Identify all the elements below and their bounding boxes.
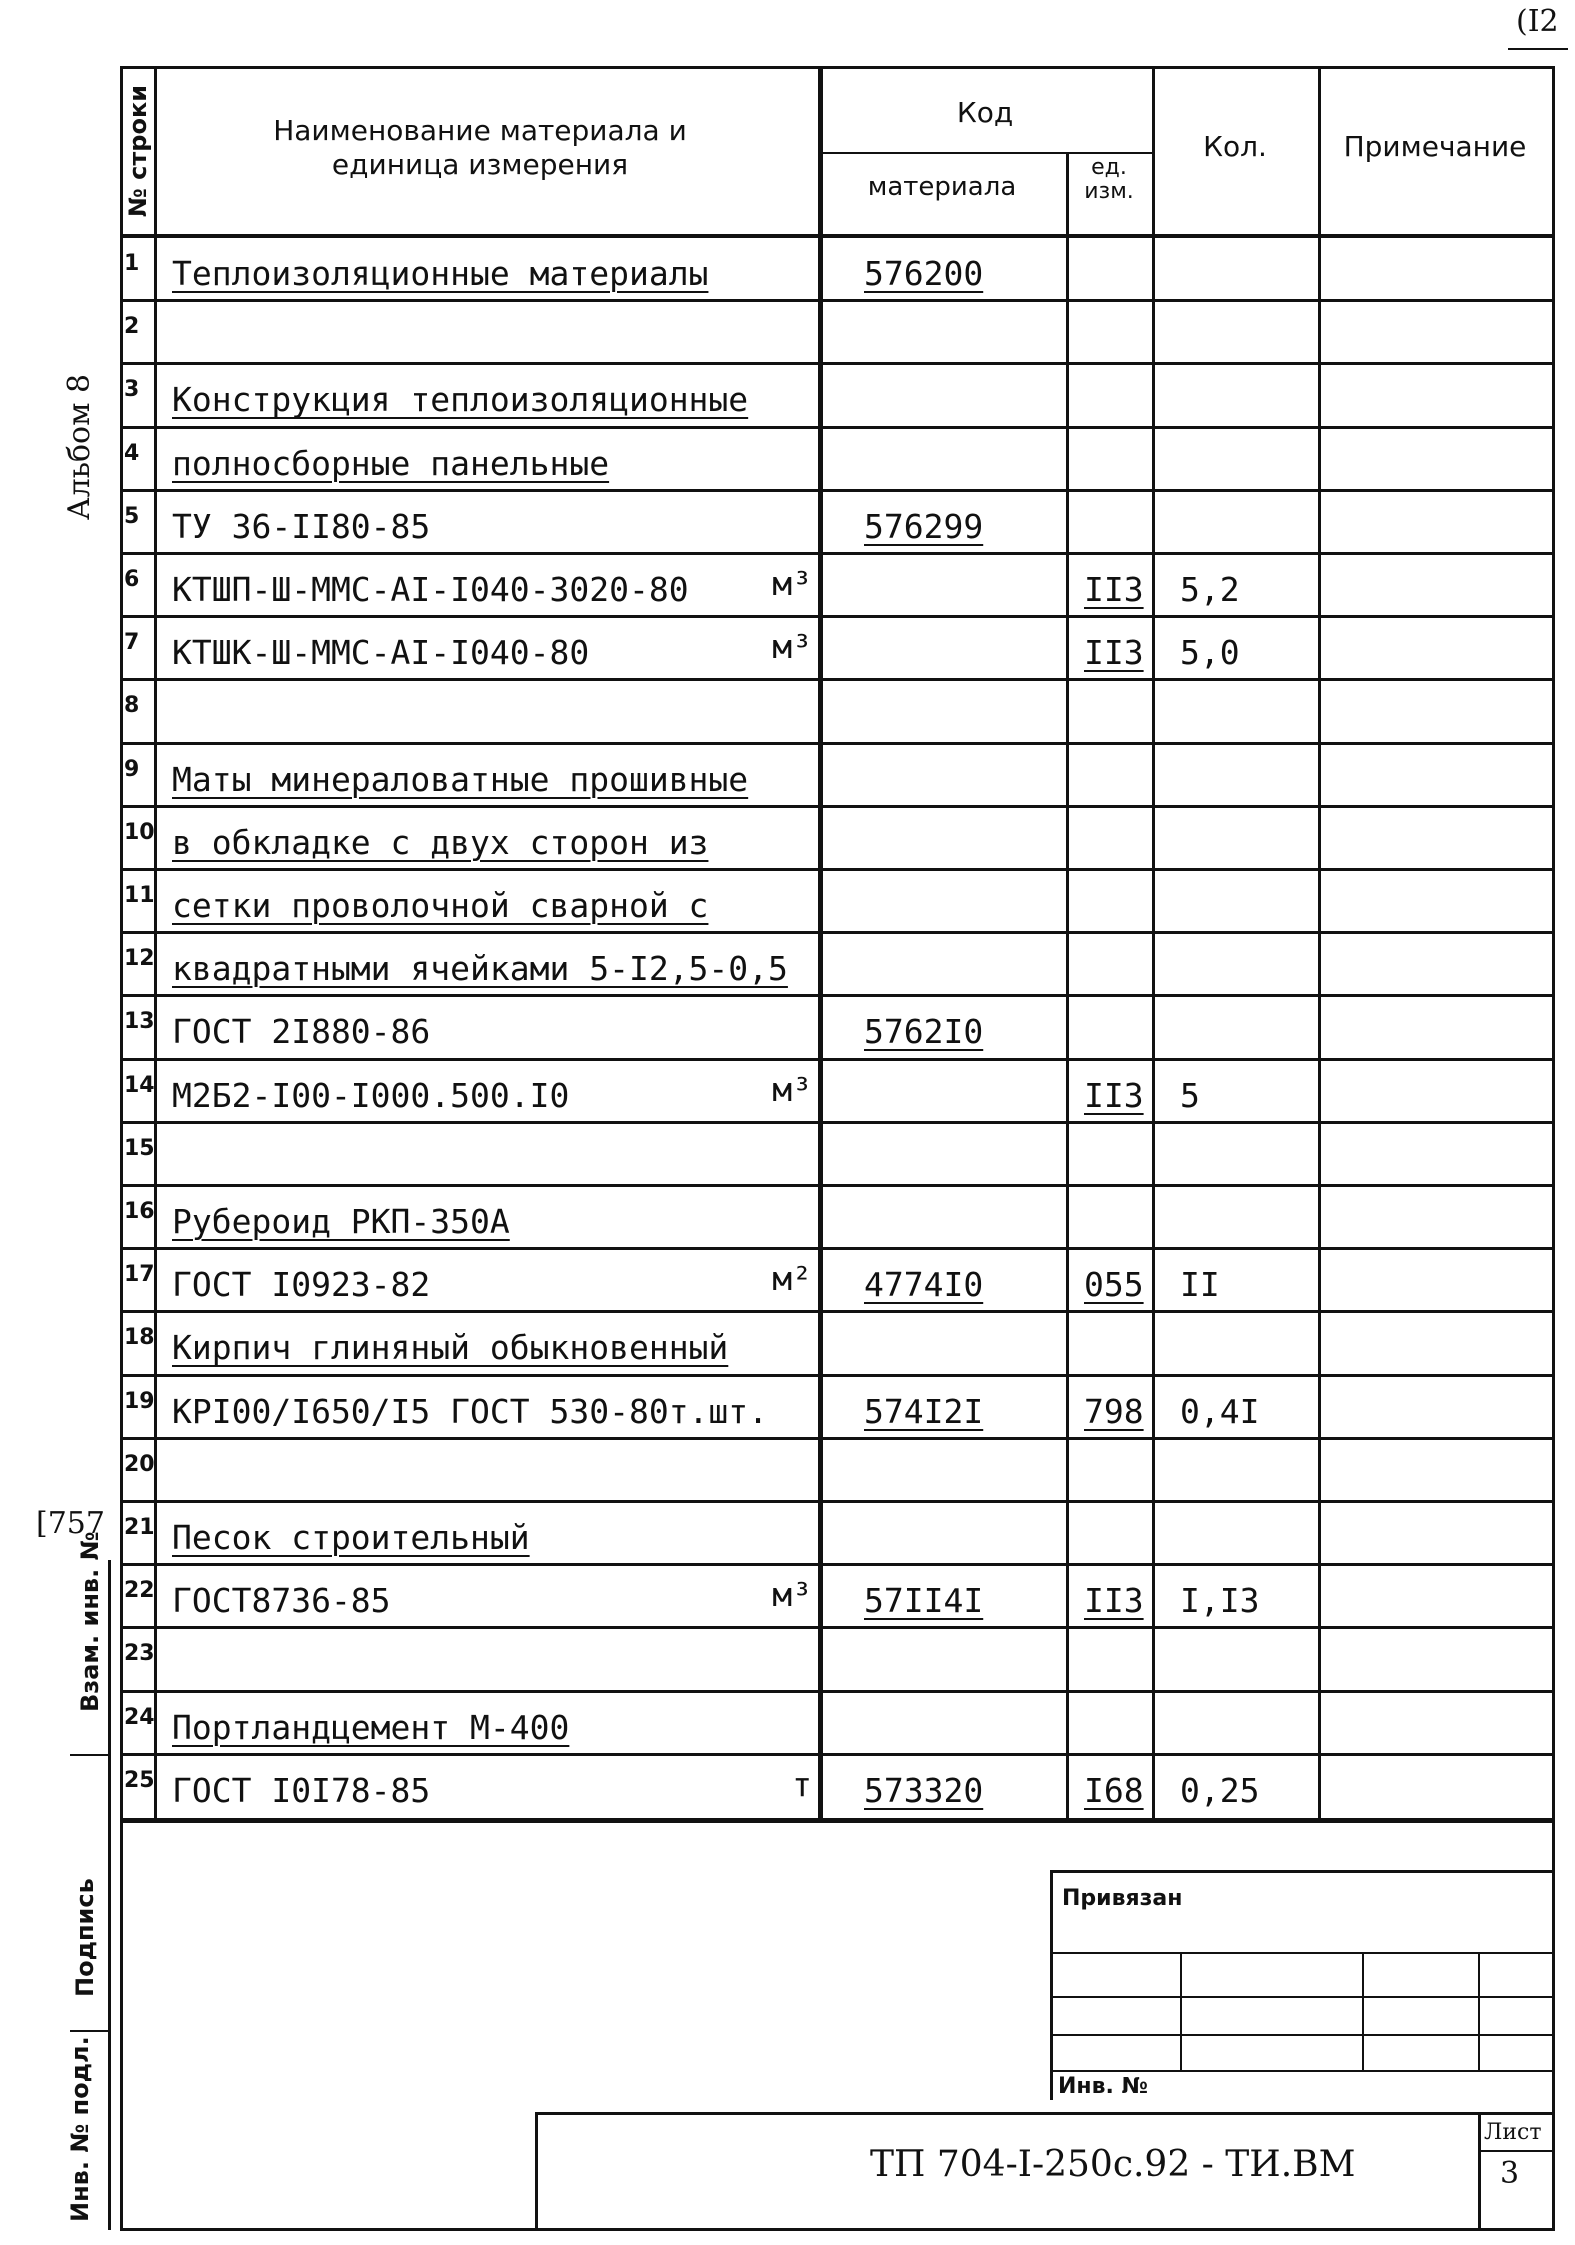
row-code-material: 576299 (864, 506, 984, 546)
header-code: Код (956, 96, 1014, 129)
row-number: 8 (124, 693, 140, 719)
document-code: ТП 704-I-250с.92 - ТИ.ВМ (870, 2144, 1356, 2185)
row-divider (120, 1753, 1555, 1756)
header-note: Примечание (1343, 130, 1527, 163)
row-divider (120, 1058, 1555, 1061)
row-code-unit: II3 (1084, 633, 1144, 673)
row-code-unit: II3 (1084, 1581, 1144, 1621)
row-name: ГОСТ8736-85 (172, 1581, 391, 1621)
row-number: 20 (124, 1451, 155, 1477)
row-number: 23 (124, 1641, 155, 1667)
row-number: 4 (124, 440, 140, 466)
side-strip-rule (70, 2030, 110, 2032)
row-code-material: 573320 (864, 1770, 984, 1810)
row-code-unit: I68 (1084, 1770, 1144, 1810)
row-divider (120, 1437, 1555, 1440)
row-unit: м² (772, 1259, 812, 1299)
header-bottom-border (120, 234, 1555, 238)
row-name: полносборные панельные (172, 443, 610, 483)
row-qty: I,I3 (1180, 1581, 1260, 1621)
row-name: КТШК-Ш-ММС-АI-I040-80 (172, 633, 590, 673)
corner-rule (1508, 48, 1568, 50)
header-code-material: материала (867, 172, 1017, 202)
row-divider (120, 742, 1555, 745)
row-number: 17 (124, 1262, 155, 1288)
sheet-number: 3 (1500, 2156, 1520, 2191)
stamp-col (1180, 1952, 1182, 2070)
row-number: 2 (124, 314, 140, 340)
row-qty: 5 (1180, 1075, 1200, 1115)
row-number: 15 (124, 1135, 155, 1161)
row-name: Кирпич глиняный обыкновенный (172, 1328, 729, 1368)
row-code-material: 574I2I (864, 1391, 984, 1431)
row-number: 5 (124, 503, 140, 529)
row-name: Песок строительный (172, 1518, 530, 1557)
row-divider (120, 994, 1555, 997)
row-code-unit: 055 (1084, 1265, 1144, 1305)
row-divider (120, 1626, 1555, 1629)
row-name: ТУ 36-II80-85 (172, 506, 431, 546)
inv-no-label: Инв. № (1058, 2074, 1149, 2099)
row-number: 13 (124, 1009, 155, 1035)
col-name-border (818, 66, 823, 1818)
stamp-col (1362, 1952, 1364, 2070)
row-qty: 0,4I (1180, 1391, 1260, 1431)
row-qty: II (1180, 1265, 1220, 1305)
side-strip-line (108, 1560, 111, 2230)
row-name: в обкладке с двух сторон из (172, 822, 709, 862)
row-number: 6 (124, 567, 140, 592)
row-number: 16 (124, 1199, 155, 1224)
row-name: Конструкция теплоизоляционные (172, 380, 749, 420)
row-number: 7 (124, 630, 140, 656)
row-unit: м³ (772, 564, 812, 603)
side-strip-rule (70, 1754, 110, 1756)
row-name: КРI00/I650/I5 ГОСТ 530-80т.шт. (172, 1391, 769, 1431)
row-divider (120, 1563, 1555, 1566)
row-code-unit: II3 (1084, 570, 1144, 609)
row-qty: 5,0 (1180, 633, 1240, 673)
row-divider (120, 805, 1555, 808)
row-unit: м³ (772, 1069, 812, 1109)
table-left-border (120, 66, 123, 2230)
row-number: 10 (124, 819, 155, 845)
row-divider (120, 1500, 1555, 1503)
sheet-label: Лист (1484, 2120, 1542, 2145)
row-number: 22 (124, 1578, 155, 1604)
row-divider (120, 678, 1555, 681)
row-number: 3 (124, 377, 140, 403)
row-name: КТШП-Ш-ММС-АI-I040-3020-80 (172, 570, 689, 609)
album-label: Альбом 8 (62, 373, 97, 521)
row-number: 12 (124, 946, 155, 972)
code-header-split (818, 152, 1152, 154)
titleblock-left-border (535, 2112, 538, 2230)
row-unit: м³ (772, 1575, 812, 1615)
stamp-col (1478, 1952, 1480, 2070)
row-divider (120, 868, 1555, 871)
header-name: Наименование материала и единица измерения (273, 114, 687, 181)
row-name: М2Б2-I00-I000.500.I0 (172, 1075, 570, 1115)
row-divider (120, 1184, 1555, 1187)
row-code-material: 5762I0 (864, 1012, 984, 1052)
col-qty-border (1318, 66, 1321, 1818)
inv-podl-label: Инв. № подл. (66, 2036, 94, 2222)
row-name: ГОСТ I0I78-85 (172, 1770, 431, 1810)
corner-page-number: (I2 (1516, 4, 1559, 39)
col-material-border (1066, 152, 1069, 1818)
row-qty: 0,25 (1180, 1770, 1260, 1810)
row-number: 24 (124, 1704, 155, 1730)
row-name: Портландцемент М-400 (172, 1707, 570, 1747)
row-number: 1 (124, 251, 140, 276)
row-divider (120, 615, 1555, 618)
stamp-rule (1050, 2070, 1555, 2072)
row-code-material: 576200 (864, 254, 984, 293)
row-divider (120, 489, 1555, 492)
header-row-no: № строки (124, 84, 152, 218)
row-code-unit: II3 (1084, 1075, 1144, 1115)
row-name: сетки проволочной сварной с (172, 886, 709, 925)
table-right-border (1552, 66, 1555, 2230)
stamp-left-border (1050, 1870, 1053, 2100)
podp-label: Подпись (71, 1878, 99, 1997)
privyazan-label: Привязан (1062, 1886, 1183, 1911)
row-divider (120, 552, 1555, 555)
row-divider (120, 299, 1555, 302)
row-unit: т (792, 1764, 812, 1804)
row-name: квадратными ячейками 5-I2,5-0,5 (172, 949, 788, 989)
vzam-inv-label: Взам. инв. № (76, 1531, 104, 1712)
row-divider (120, 1690, 1555, 1693)
stamp-top-border (1050, 1870, 1555, 1873)
row-divider (120, 1121, 1555, 1124)
row-code-material: 57II4I (864, 1581, 984, 1621)
row-divider (120, 362, 1555, 365)
table-top-border (120, 66, 1555, 69)
row-divider (120, 1247, 1555, 1250)
col-unit-border (1152, 66, 1155, 1818)
row-number: 9 (124, 756, 140, 782)
side-number-757: [757 (36, 1506, 105, 1541)
row-name: Рубероид РКП-350А (172, 1202, 510, 1241)
row-divider (120, 1310, 1555, 1313)
row-number: 25 (124, 1767, 155, 1793)
row-divider (120, 426, 1555, 429)
sheet-box-left (1478, 2112, 1481, 2230)
row-number: 19 (124, 1388, 155, 1414)
titleblock-top-border (535, 2112, 1555, 2115)
row-number: 21 (124, 1515, 155, 1540)
row-divider (120, 931, 1555, 934)
row-code-material: 4774I0 (864, 1265, 984, 1305)
sheet-box-rule (1478, 2150, 1555, 2152)
row-name: ГОСТ I0923-82 (172, 1265, 431, 1305)
row-number: 14 (124, 1072, 155, 1098)
row-code-unit: 798 (1084, 1391, 1144, 1431)
row-unit: м³ (772, 627, 812, 667)
table-bottom-border (120, 1818, 1555, 1823)
row-divider (120, 1374, 1555, 1377)
row-name: Теплоизоляционные материалы (172, 254, 709, 293)
row-number: 11 (124, 883, 155, 908)
row-name: ГОСТ 2I880-86 (172, 1012, 431, 1052)
header-code-unit: ед. изм. (1084, 155, 1134, 204)
col-rowno-border (154, 66, 157, 1818)
titleblock-bottom-border (120, 2228, 1555, 2231)
row-qty: 5,2 (1180, 570, 1240, 609)
header-qty: Кол. (1203, 130, 1267, 163)
row-number: 18 (124, 1325, 155, 1351)
row-name: Маты минераловатные прошивные (172, 759, 749, 799)
